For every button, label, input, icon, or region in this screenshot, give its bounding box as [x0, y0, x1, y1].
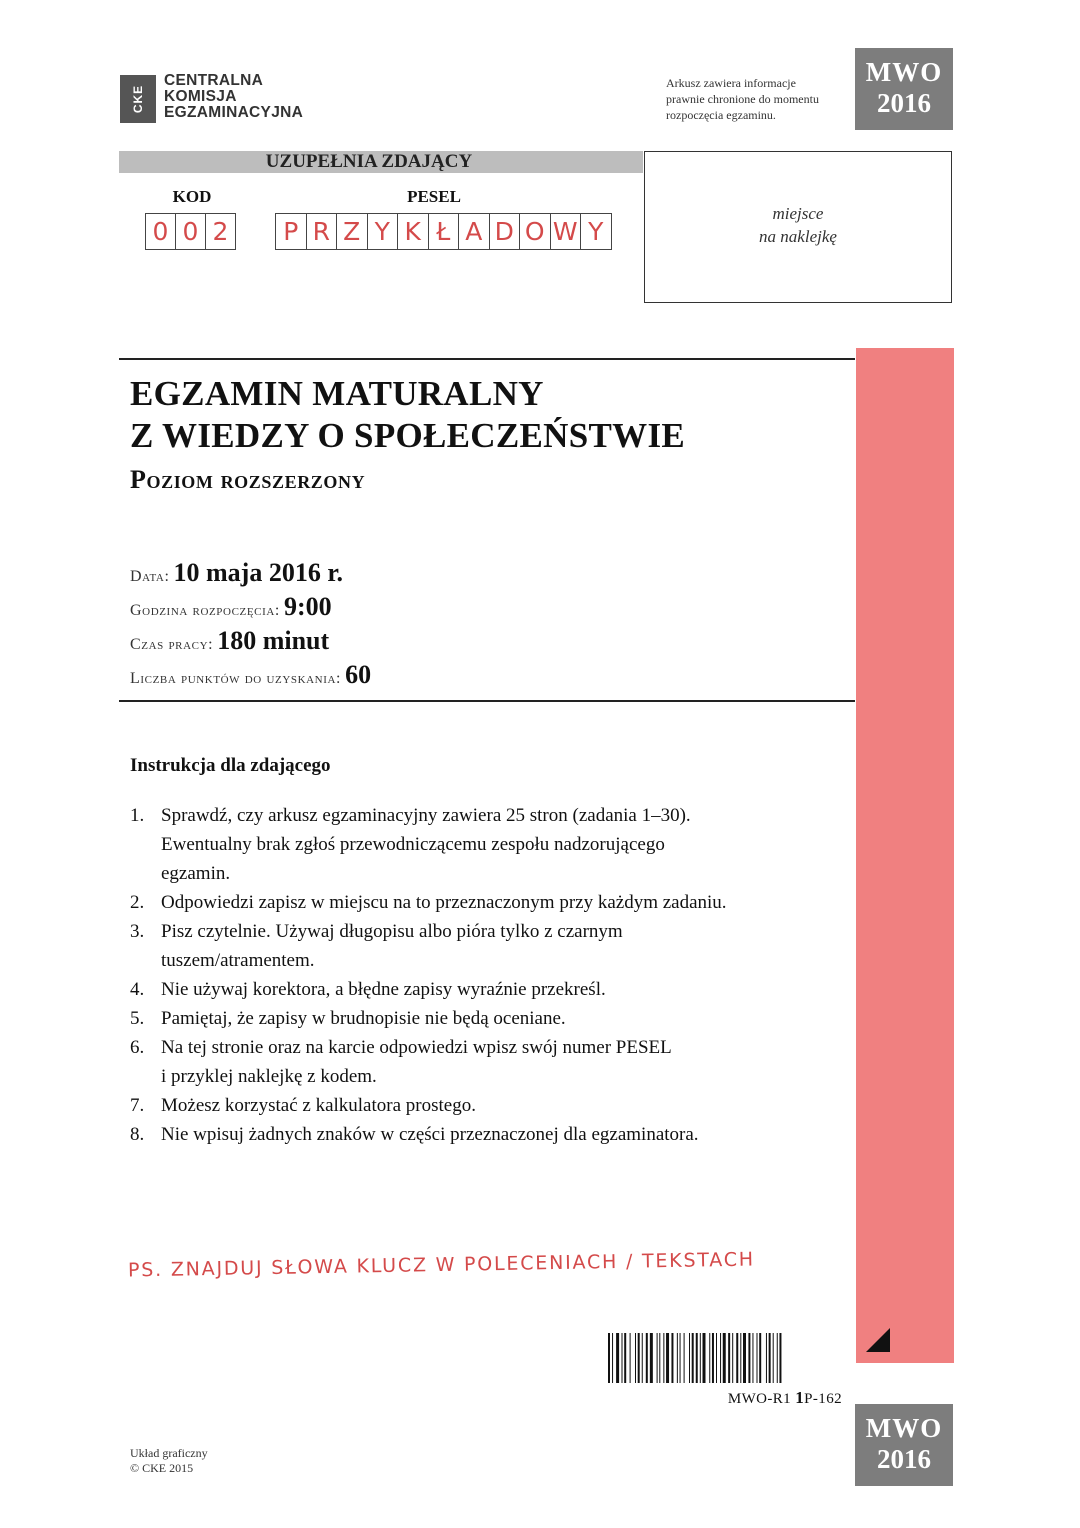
instruction-line: Na tej stronie oraz na karcie odpowiedzi wpisz swój numer PESEL: [161, 1037, 672, 1058]
time-value: 9:00: [283, 592, 332, 621]
barcode-bar: [740, 1333, 741, 1383]
barcode-code: [700, 1388, 842, 1408]
barcode-bar: [608, 1333, 610, 1383]
barcode-bar: [723, 1333, 726, 1383]
protected-note-line: prawnie chronione do momentu: [666, 92, 819, 106]
protected-info-note: [666, 75, 856, 123]
exam-duration-row: [130, 626, 329, 660]
duration-label: Czas pracy:: [130, 636, 214, 653]
barcode-bar: [720, 1333, 721, 1383]
instruction-item: [130, 888, 830, 917]
sticker-line: na naklejkę: [759, 227, 837, 246]
barcode-bar: [752, 1333, 753, 1383]
barcode-bar: [630, 1333, 631, 1383]
instruction-number: 3.: [130, 921, 145, 942]
barcode-bar: [748, 1333, 750, 1383]
kod-digit[interactable]: 0: [146, 214, 176, 249]
date-label: Data:: [130, 568, 170, 585]
instruction-line: Nie używaj korektora, a błędne zapisy wyraźnie przekreśl.: [161, 979, 606, 1000]
barcode-bar: [736, 1333, 738, 1383]
page-turn-arrow-icon: [866, 1328, 890, 1352]
sticker-placeholder: [644, 151, 952, 303]
exam-title: EGZAMIN MATURALNY: [130, 374, 544, 413]
cke-logo-mark: CKE: [131, 84, 145, 114]
instruction-text: [161, 975, 830, 1004]
barcode-bar: [616, 1333, 619, 1383]
sticker-text: [645, 202, 951, 248]
handwritten-note: PS. ZNAJDUJ SŁOWA KLUCZ W POLECENIACH / TEKSTACH: [127, 1248, 756, 1282]
instruction-item: [130, 801, 830, 888]
red-side-band: [856, 348, 954, 1363]
instruction-line: tuszem/atramentem.: [161, 950, 315, 971]
barcode-bar: [635, 1333, 636, 1383]
barcode-bar: [622, 1333, 623, 1383]
instruction-item: [130, 1120, 830, 1149]
barcode-bar: [759, 1333, 761, 1383]
pesel-char[interactable]: Z: [337, 214, 368, 249]
pesel-char[interactable]: O: [520, 214, 551, 249]
exam-level: Poziom rozszerzony: [130, 465, 366, 494]
barcode-bar: [663, 1333, 664, 1383]
barcode-digit: 1: [795, 1388, 805, 1407]
instruction-line: i przyklej naklejkę z kodem.: [161, 1066, 377, 1087]
pesel-char[interactable]: Y: [581, 214, 612, 249]
barcode-bar: [703, 1333, 706, 1383]
barcode-suffix: P-162: [804, 1391, 842, 1407]
badge-year: 2016: [877, 1444, 931, 1474]
instruction-text: [161, 917, 830, 975]
exam-badge-bottom: [855, 1404, 953, 1486]
pesel-field[interactable]: [275, 213, 612, 250]
barcode-bar: [700, 1333, 701, 1383]
barcode-bar: [650, 1333, 653, 1383]
pesel-char[interactable]: K: [398, 214, 429, 249]
kod-digit[interactable]: 2: [206, 214, 236, 249]
barcode-bar: [709, 1333, 710, 1383]
pesel-char[interactable]: Ł: [429, 214, 460, 249]
exam-badge-top: [855, 48, 953, 130]
footer-credit: [130, 1446, 208, 1476]
instruction-line: Pamiętaj, że zapisy w brudnopisie nie będą oceniane.: [161, 1008, 566, 1029]
instruction-item: [130, 917, 830, 975]
barcode-bar: [773, 1333, 774, 1383]
points-label: Liczba punktów do uzyskania:: [130, 670, 342, 687]
exam-subject: Z WIEDZY O SPOŁECZEŃSTWIE: [130, 416, 686, 455]
instruction-line: Nie wpisuj żadnych znaków w części przeznaczonej dla egzaminatora.: [161, 1124, 699, 1145]
instruction-item: [130, 1033, 830, 1091]
barcode-bar: [666, 1333, 669, 1383]
divider-middle: [119, 700, 855, 702]
instruction-number: 5.: [130, 1008, 145, 1029]
footer-line: Układ graficzny: [130, 1446, 208, 1460]
logo-line: KOMISJA: [164, 88, 237, 105]
instruction-text: [161, 1091, 830, 1120]
exam-date-row: [130, 558, 343, 592]
barcode-bar: [779, 1333, 781, 1383]
instruction-text: [161, 1120, 830, 1149]
barcode-bar: [689, 1333, 690, 1383]
instruction-item: [130, 975, 830, 1004]
pesel-char[interactable]: P: [276, 214, 307, 249]
duration-value: 180 minut: [217, 626, 330, 655]
barcode-bar: [680, 1333, 681, 1383]
instruction-line: Pisz czytelnie. Używaj długopisu albo pióra tylko z czarnym: [161, 921, 623, 942]
instruction-line: Możesz korzystać z kalkulatora prostego.: [161, 1095, 476, 1116]
candidate-header-title: UZUPEŁNIA ZDAJĄCY: [265, 151, 473, 172]
instruction-item: [130, 1004, 830, 1033]
exam-time-row: [130, 592, 332, 626]
barcode-bar: [646, 1333, 648, 1383]
kod-label: KOD: [172, 187, 212, 206]
instruction-text: [161, 888, 830, 917]
instruction-number: 4.: [130, 979, 145, 1000]
instruction-item: [130, 1091, 830, 1120]
instruction-line: Odpowiedzi zapisz w miejscu na to przeznaczonym przy każdym zadaniu.: [161, 892, 727, 913]
barcode-bar: [777, 1333, 778, 1383]
barcode-bar: [624, 1333, 626, 1383]
exam-points-row: [130, 660, 371, 694]
barcode-bar: [659, 1333, 660, 1383]
barcode-bar: [642, 1333, 643, 1383]
instruction-number: 6.: [130, 1037, 145, 1058]
instruction-number: 1.: [130, 805, 145, 826]
barcode-bar: [696, 1333, 698, 1383]
barcode-bar: [757, 1333, 758, 1383]
divider-top: [119, 358, 855, 360]
pesel-char[interactable]: A: [459, 214, 490, 249]
barcode-bar: [728, 1333, 730, 1383]
badge-code: MWO: [865, 1413, 943, 1443]
instruction-number: 8.: [130, 1124, 145, 1145]
barcode-bar: [766, 1333, 767, 1383]
instruction-number: 2.: [130, 892, 145, 913]
cke-logo-icon: [120, 75, 156, 123]
barcode-bar: [638, 1333, 640, 1383]
barcode-bar: [692, 1333, 694, 1383]
badge-year: 2016: [877, 88, 931, 118]
protected-note-line: Arkusz zawiera informacje: [666, 76, 796, 90]
barcode-bar: [657, 1333, 658, 1383]
barcode-icon: [608, 1333, 842, 1383]
date-value: 10 maja 2016 r.: [173, 558, 343, 587]
instruction-text: [161, 1004, 830, 1033]
protected-note-line: rozpoczęcia egzaminu.: [666, 108, 776, 122]
instruction-line: egzamin.: [161, 863, 231, 884]
instruction-line: Sprawdź, czy arkusz egzaminacyjny zawiera 25 stron (zadania 1–30).: [161, 805, 691, 826]
barcode-bar: [612, 1333, 613, 1383]
pesel-char[interactable]: W: [551, 214, 582, 249]
instructions-list: [130, 801, 830, 1149]
points-value: 60: [345, 660, 372, 689]
barcode-bar: [684, 1333, 685, 1383]
barcode-bar: [716, 1333, 717, 1383]
cke-logo-text: [164, 73, 303, 121]
logo-line: CENTRALNA: [164, 72, 264, 89]
pesel-char[interactable]: D: [490, 214, 521, 249]
sticker-line: miejsce: [772, 204, 824, 223]
kod-digit[interactable]: 0: [176, 214, 206, 249]
kod-field[interactable]: [145, 213, 236, 250]
pesel-label: PESEL: [407, 187, 461, 206]
pesel-char[interactable]: Y: [368, 214, 399, 249]
instruction-text: [161, 801, 830, 888]
barcode-bar: [769, 1333, 771, 1383]
pesel-char[interactable]: R: [307, 214, 338, 249]
footer-line: © CKE 2015: [130, 1461, 194, 1475]
instruction-line: Ewentualny brak zgłoś przewodniczącemu zespołu nadzorującego: [161, 834, 665, 855]
instruction-text: [161, 1033, 830, 1091]
barcode-bar: [677, 1333, 678, 1383]
time-label: Godzina rozpoczęcia:: [130, 602, 280, 619]
barcode-prefix: MWO-R1: [727, 1391, 792, 1407]
instructions-heading: Instrukcja dla zdającego: [130, 755, 331, 776]
badge-code: MWO: [865, 57, 943, 87]
barcode-bar: [743, 1333, 746, 1383]
logo-line: EGZAMINACYJNA: [164, 104, 304, 121]
instruction-number: 7.: [130, 1095, 145, 1116]
barcode-bar: [732, 1333, 733, 1383]
barcode-bar: [712, 1333, 714, 1383]
barcode-bar: [671, 1333, 673, 1383]
